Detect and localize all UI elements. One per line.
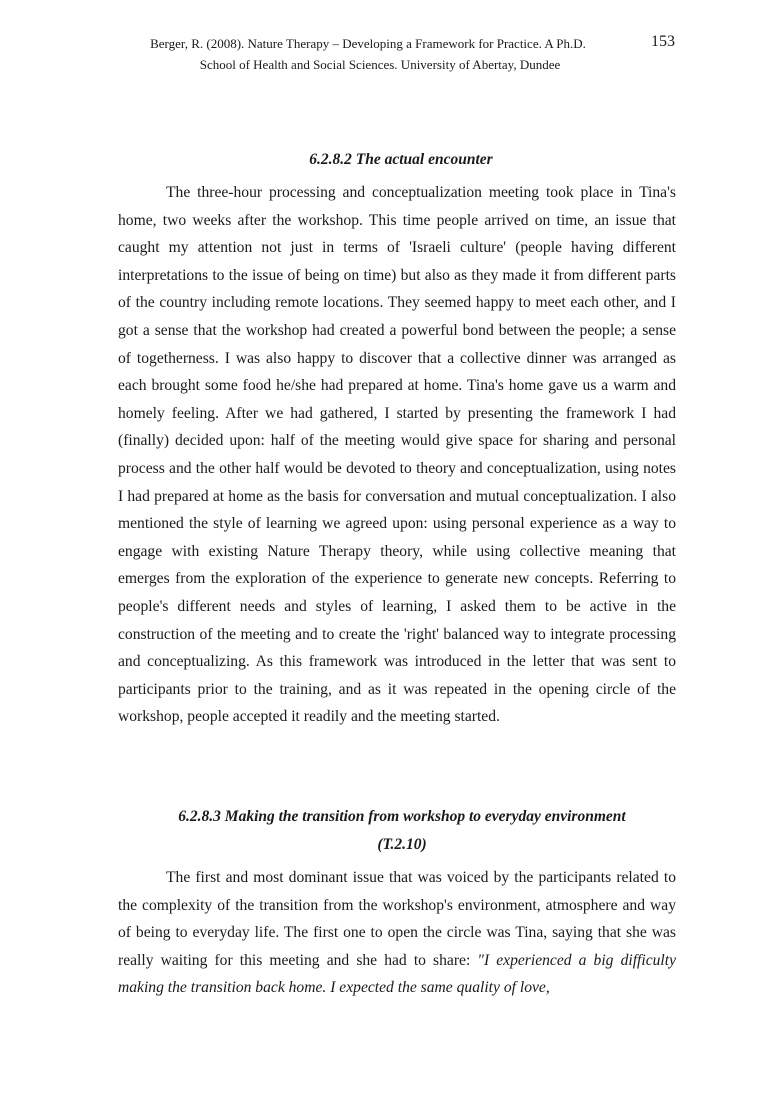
section-heading-actual-encounter: 6.2.8.2 The actual encounter [309, 151, 493, 168]
running-header-citation: Berger, R. (2008). Nature Therapy – Developing a Framework for Practice. A Ph.D. [150, 36, 586, 51]
participant-quote: "I experienced a big difficulty making the transition back home. I expected the same quality of love, [118, 951, 676, 997]
section-heading-transition-ref: (T.2.10) [377, 836, 427, 853]
running-header-institution: School of Health and Social Sciences. University of Abertay, Dundee [199, 57, 561, 72]
section-heading-transition: 6.2.8.3 Making the transition from workshop to everyday environment [178, 808, 626, 825]
body-paragraph-transition [118, 864, 676, 1002]
paragraph-text: The first and most dominant issue that was voiced by the participants related to the complexity of the transition from the workshop's environment, atmosphere and way of being to everyday life. The first one to open the circle was Tina, saying that she was really waiting for this meeting and she had to share: [118, 869, 676, 969]
page-number: 153 [651, 33, 675, 50]
body-paragraph-encounter: The three-hour processing and conceptualization meeting took place in Tina's home, two weeks after the workshop. This time people arrived on time, an issue that caught my attention not just in terms of 'Israeli culture' (people having different interpretations to the issue of being on time) but also as they made it from different parts of the country including remote locations. They seemed happy to meet each other, and I got a sense that the workshop had created a powerful bond between the people; a sense of togetherness. I was also happy to discover that a collective dinner was arranged as each brought some food he/she had prepared at home. Tina's home gave us a warm and homely feeling. After we had gathered, I started by presenting the framework I had (finally) decided upon: half of the meeting would give space for sharing and personal process and the other half would be devoted to theory and conceptualization, using notes I had prepared at home as the basis for conversation and mutual conceptualization. I also mentioned the style of learning we agreed upon: using personal experience as a way to engage with existing Nature Therapy theory, while using collective meaning that emerges from the exploration of the experience to generate new concepts. Referring to people's different needs and styles of learning, I asked them to be active in the construction of the meeting and to create the 'right' balanced way to integrate processing and conceptualizing. As this framework was introduced in the letter that was sent to participants prior to the training, and as it was repeated in the opening circle of the workshop, people accepted it readily and the meeting started. [118, 184, 676, 726]
